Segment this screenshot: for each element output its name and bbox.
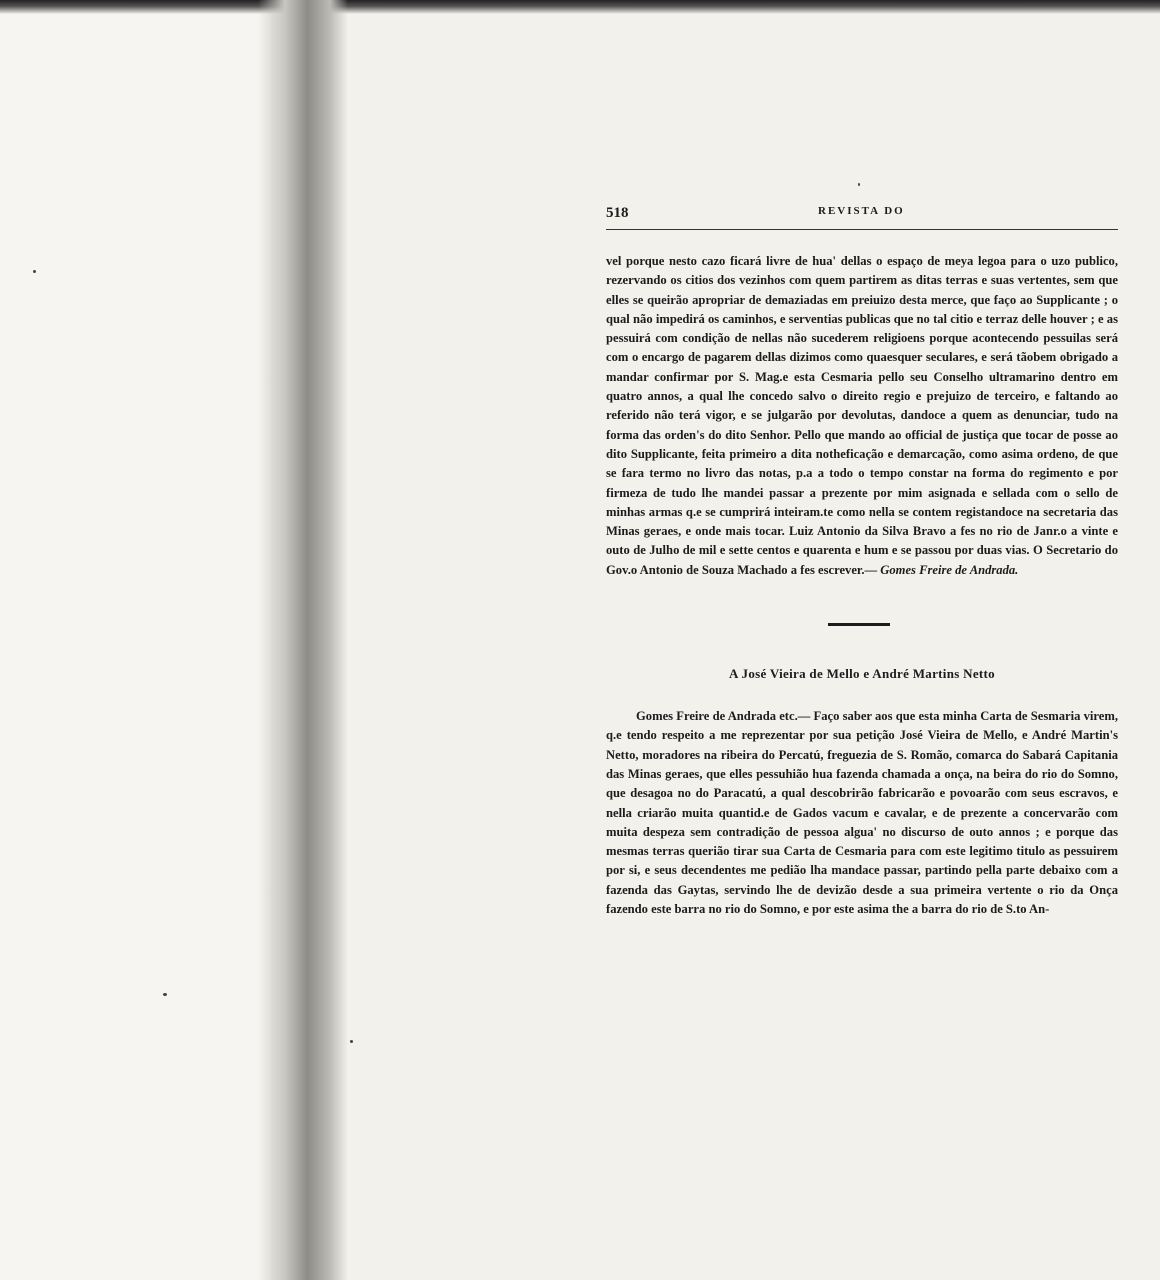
scan-speck [33,270,36,273]
page-number: 518 [606,205,629,221]
scan-speck [350,1040,353,1043]
section-heading: A José Vieira de Mello e André Martins Netto [729,666,995,682]
running-head [606,205,1118,225]
header-rule [606,229,1118,230]
paragraph-text: vel porque nesto cazo ficará livre de hua' dellas o espaço de meya legoa para o uzo publico, rezervando os citios dos vezinhos com quem partirem as ditas terras e suas vertentes, sem que elles se queirão apropriar de demaziadas em preiuizo desta merce, que faço ao Supplicante ; o qual não impedirá os caminhos, e serventias publicas que no tal citio e terraz delle houver ; e as pessuirá com condição de nellas não sucederem religioens porque acontecendo pessuilas será com o encargo de pagarem dellas dizimos como quaesquer seculares, e será tãobem obrigado a mandar confirmar por S. Mag.e esta Cesmaria pello seu Conselho ultramarino dentro em quatro annos, a qual lhe concedo salvo o direito regio e prejuizo de terceiro, e faltando ao referido não terá vigor, e se julgarão por devolutas, dandoce a quem as denunciar, tudo na forma das orden's do dito Senhor. Pello que mando ao official de justiça que tocar de posse ao dito Supplicante, feita primeiro a dita notheficação e demarcação, como asima ordeno, de que se fara termo no livro das notas, p.a a todo o tempo constar na forma do regimento e por firmeza de tudo lhe mandei passar a prezente por mim asignada e sellada com o sello de minhas armas q.e se cumprirá inteiram.te como nella se contem registandoce na secretaria das Minas geraes, e onde mais tocar. Luiz Antonio da Silva Bravo a fes no rio de Janr.o a vinte e outo de Julho de mil e sette centos e quarenta e hum e se passou por duas vias. O Secretario do Gov.o Antonio de Souza Machado a fes escrever.— [606,254,1118,577]
journal-title: REVISTA DO [818,205,905,217]
scan-speck [858,183,860,186]
scan-top-edge [0,0,1160,14]
body-paragraph-1 [606,252,1118,580]
book-page [606,205,1118,919]
signature: Gomes Freire de Andrada. [880,562,1019,577]
facing-page-blank [0,14,270,1280]
section-divider [828,623,890,626]
body-paragraph-2: Gomes Freire de Andrada etc.— Faço saber aos que esta minha Carta de Sesmaria virem, q.e tendo respeito a me reprezentar por sua petição José Vieira de Mello, e André Martin's Netto, moradores na ribeira do Percatú, freguezia de S. Romão, comarca do Sabará Capitania das Minas geraes, que elles pessuhião hua fazenda chamada a onça, na beira do rio do Somno, que desagoa no do Paracatú, a qual descobrirão fabricarão e povoarão com seus escravos, e nella criarão muita quantid.e de Gados vacum e cavalar, e de prezente a concervarão com muita despeza sem contradição de pessoa algua' no discurso de outo annos ; e porque das mesmas terras querião tirar sua Carta de Cesmaria para com este legitimo titulo as pessuirem por si, e seus decendentes me pedião lha mandace passar, partindo pella parte debaixo com a fazenda das Gaytas, servindo lhe de devizão desde a sua primeira vertente o rio da Onça fazendo este barra no rio do Somno, e por este asima the a barra do rio de S.to An- [606,709,1118,917]
book-gutter-shadow [258,0,348,1280]
scan-speck [163,993,167,996]
